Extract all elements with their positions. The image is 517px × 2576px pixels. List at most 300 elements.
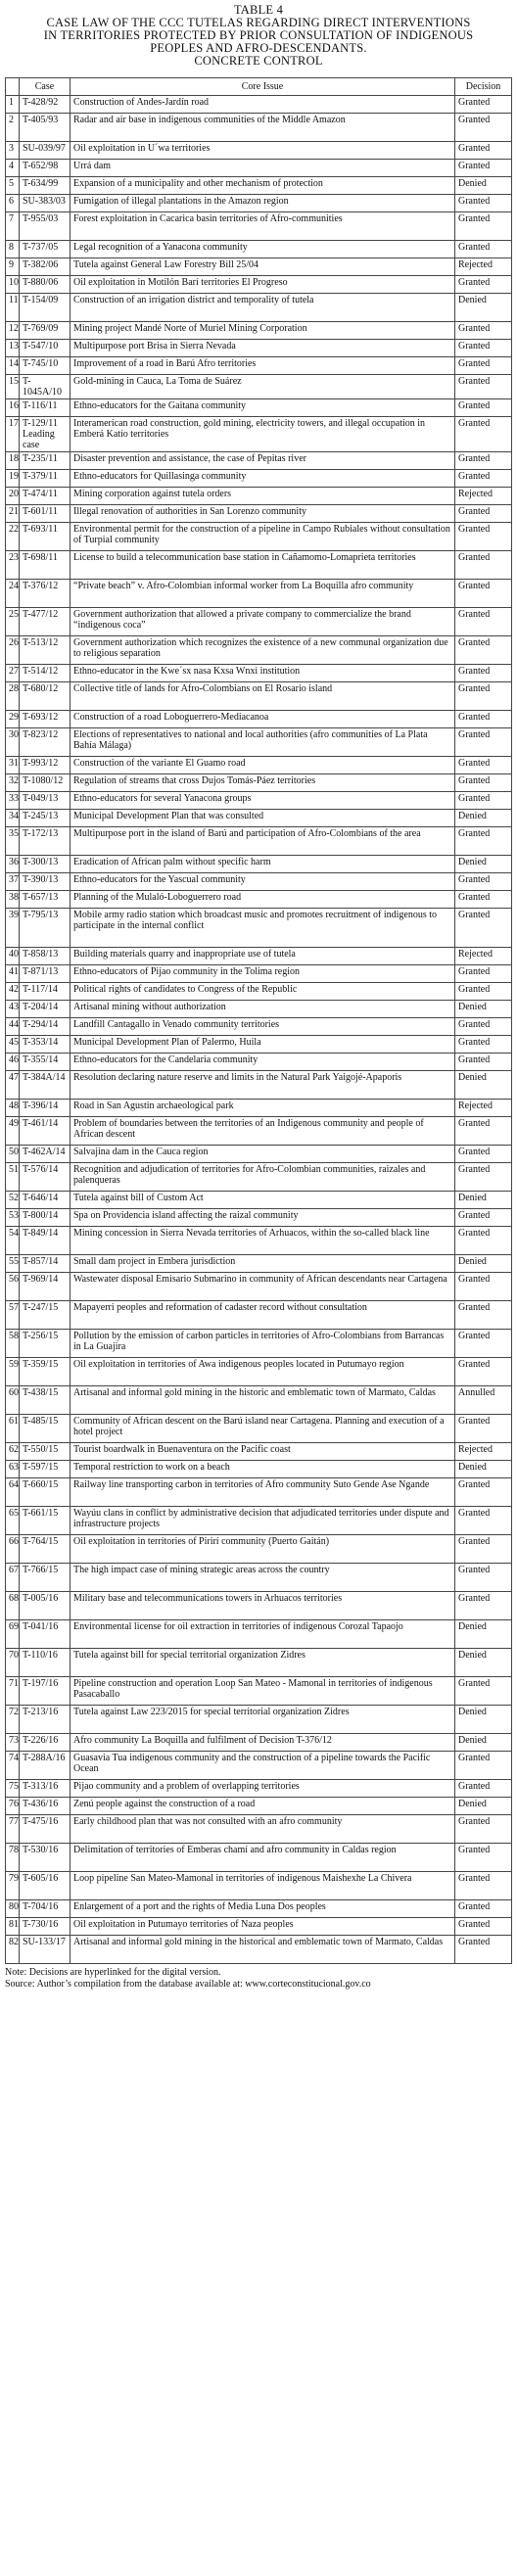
case-number-cell: 64 xyxy=(6,1478,20,1507)
case-number-cell: 82 xyxy=(6,1936,20,1964)
core-issue-cell: Ethno-educators for the Yascual community xyxy=(70,873,455,891)
case-number-cell: 76 xyxy=(6,1798,20,1815)
core-issue-cell: Oil exploitation in Putumayo territories of Naza peoples xyxy=(70,1918,455,1936)
table-row xyxy=(6,948,512,965)
core-issue-cell: Community of African descent on the Barú island near Cartagena. Planning and execution of a hotel project xyxy=(70,1415,455,1443)
case-number-cell: 67 xyxy=(6,1564,20,1592)
core-issue-cell: Municipal Development Plan of Palermo, Huila xyxy=(70,1036,455,1054)
decision-cell[interactable]: Denied xyxy=(455,294,512,322)
table-row xyxy=(6,114,512,142)
table-row xyxy=(6,340,512,357)
decision-cell[interactable]: Granted xyxy=(455,1564,512,1592)
case-number-cell: 34 xyxy=(6,810,20,827)
table-row xyxy=(6,1018,512,1036)
decision-cell[interactable]: Granted xyxy=(455,873,512,891)
case-number-cell: 48 xyxy=(6,1100,20,1117)
decision-cell[interactable]: Granted xyxy=(455,470,512,488)
note-text: Note: Decisions are hyperlinked for the digital version. xyxy=(5,1967,221,1978)
core-issue-cell: Tutela against General Law Forestry Bill 25/04 xyxy=(70,258,455,276)
core-issue-cell: Building materials quarry and inappropriate use of tutela xyxy=(70,948,455,965)
table-row xyxy=(6,1117,512,1146)
case-number-cell: 6 xyxy=(6,195,20,212)
decision-cell[interactable]: Granted xyxy=(455,983,512,1001)
core-issue-cell: Oil exploitation in territories of Awa indigenous peoples located in Putumayo region xyxy=(70,1358,455,1386)
case-number-cell: 13 xyxy=(6,340,20,357)
case-id-cell: T-049/13 xyxy=(20,792,70,810)
decision-cell[interactable]: Granted xyxy=(455,1752,512,1780)
case-number-cell: 10 xyxy=(6,276,20,294)
decision-cell[interactable]: Denied xyxy=(455,1071,512,1100)
decision-cell[interactable]: Granted xyxy=(455,636,512,665)
case-number-cell: 62 xyxy=(6,1443,20,1461)
table-row xyxy=(6,294,512,322)
core-issue-cell: Fumigation of illegal plantations in the Amazon region xyxy=(70,195,455,212)
core-issue-cell: Political rights of candidates to Congress of the Republic xyxy=(70,983,455,1001)
decision-cell[interactable]: Granted xyxy=(455,1227,512,1255)
table-row xyxy=(6,1507,512,1535)
table-row xyxy=(6,1649,512,1677)
core-issue-cell: Tutela against bill for special territorial organization Zidres xyxy=(70,1649,455,1677)
decision-cell[interactable]: Granted xyxy=(455,757,512,774)
case-number-cell: 63 xyxy=(6,1461,20,1478)
decision-cell[interactable]: Granted xyxy=(455,1018,512,1036)
core-issue-cell: Ethno-educators of Pijao community in the Tolima region xyxy=(70,965,455,983)
decision-cell[interactable]: Granted xyxy=(455,1872,512,1900)
core-issue-cell: Disaster prevention and assistance, the case of Pepitas river xyxy=(70,452,455,470)
case-id-cell: T-576/14 xyxy=(20,1163,70,1192)
decision-cell[interactable]: Granted xyxy=(455,452,512,470)
case-id-cell: SU-039/97 xyxy=(20,142,70,160)
decision-cell[interactable]: Granted xyxy=(455,1478,512,1507)
decision-cell[interactable]: Granted xyxy=(455,1358,512,1386)
title-line-2: CASE LAW OF THE CCC TUTELAS REGARDING DIRECT INTERVENTIONS xyxy=(46,16,471,29)
decision-cell[interactable]: Granted xyxy=(455,1900,512,1918)
decision-cell[interactable]: Denied xyxy=(455,1620,512,1649)
case-id-cell: T-154/09 xyxy=(20,294,70,322)
core-issue-cell: The high impact case of mining strategic areas across the country xyxy=(70,1564,455,1592)
case-number-cell: 28 xyxy=(6,682,20,711)
decision-cell[interactable]: Granted xyxy=(455,792,512,810)
case-id-cell: T-769/09 xyxy=(20,322,70,340)
case-number-cell: 23 xyxy=(6,551,20,580)
decision-cell[interactable]: Granted xyxy=(455,375,512,399)
case-id-cell: T-764/15 xyxy=(20,1535,70,1564)
decision-cell[interactable]: Granted xyxy=(455,1844,512,1872)
case-id-cell: T-172/13 xyxy=(20,827,70,856)
case-id-cell: T-657/13 xyxy=(20,891,70,909)
table-row xyxy=(6,1461,512,1478)
case-id-cell: T-737/05 xyxy=(20,241,70,258)
case-number-cell: 58 xyxy=(6,1330,20,1358)
core-issue-cell: Temporal restriction to work on a beach xyxy=(70,1461,455,1478)
source-text: Source: Author’s compilation from the database available at: www.corteconstitucional.gov.co xyxy=(5,1979,371,1990)
decision-cell[interactable]: Granted xyxy=(455,728,512,757)
decision-cell[interactable]: Denied xyxy=(455,1734,512,1752)
table-row xyxy=(6,1780,512,1798)
case-number-cell: 53 xyxy=(6,1209,20,1227)
case-id-cell: T-652/98 xyxy=(20,160,70,177)
core-issue-cell: Environmental license for oil extraction in territories of indigenous Corozal Tapaojo xyxy=(70,1620,455,1649)
core-issue-cell: Government authorization which recognizes the existence of a new communal organization due to religious separation xyxy=(70,636,455,665)
table-row xyxy=(6,1592,512,1620)
case-number-cell: 30 xyxy=(6,728,20,757)
core-issue-cell: Municipal Development Plan that was consulted xyxy=(70,810,455,827)
table-row xyxy=(6,810,512,827)
decision-cell[interactable]: Granted xyxy=(455,1146,512,1163)
title-line-4: PEOPLES AND AFRO-DESCENDANTS. xyxy=(150,41,367,55)
case-number-cell: 22 xyxy=(6,523,20,551)
table-row xyxy=(6,711,512,728)
core-issue-cell: Construction of a road Loboguerrero-Mediacanoa xyxy=(70,711,455,728)
core-issue-cell: Planning of the Mulaló-Loboguerrero road xyxy=(70,891,455,909)
core-issue-cell: Construction of the variante El Guamo road xyxy=(70,757,455,774)
case-id-cell: T-313/16 xyxy=(20,1780,70,1798)
core-issue-cell: Spa on Providencia island affecting the raizal community xyxy=(70,1209,455,1227)
table-notes xyxy=(5,1967,517,1991)
core-issue-cell: Zenú people against the construction of a road xyxy=(70,1798,455,1815)
core-issue-cell: Salvajina dam in the Cauca region xyxy=(70,1146,455,1163)
decision-cell[interactable]: Granted xyxy=(455,1330,512,1358)
decision-cell[interactable]: Granted xyxy=(455,1054,512,1071)
decision-cell[interactable]: Granted xyxy=(455,1677,512,1706)
case-number-cell: 79 xyxy=(6,1872,20,1900)
decision-cell[interactable]: Denied xyxy=(455,1706,512,1734)
table-row xyxy=(6,1677,512,1706)
core-issue-cell: Tutela against bill of Custom Act xyxy=(70,1192,455,1209)
case-id-cell: T-436/16 xyxy=(20,1798,70,1815)
case-id-cell: T-204/14 xyxy=(20,1001,70,1018)
case-id-cell: T-353/14 xyxy=(20,1036,70,1054)
case-id-cell: T-514/12 xyxy=(20,665,70,682)
title-line-3: IN TERRITORIES PROTECTED BY PRIOR CONSULTATION OF INDIGENOUS xyxy=(43,28,474,42)
decision-cell[interactable]: Rejected xyxy=(455,258,512,276)
decision-cell[interactable]: Granted xyxy=(455,357,512,375)
core-issue-cell: Eradication of African palm without specific harm xyxy=(70,856,455,873)
core-issue-cell: Problem of boundaries between the territories of an Indigenous community and people of African descent xyxy=(70,1117,455,1146)
decision-cell[interactable]: Granted xyxy=(455,665,512,682)
decision-cell[interactable]: Granted xyxy=(455,1592,512,1620)
case-id-cell: T-693/11 xyxy=(20,523,70,551)
decision-cell[interactable]: Granted xyxy=(455,322,512,340)
decision-cell[interactable]: Granted xyxy=(455,682,512,711)
case-number-cell: 27 xyxy=(6,665,20,682)
table-row xyxy=(6,1358,512,1386)
case-number-cell: 72 xyxy=(6,1706,20,1734)
case-number-cell: 45 xyxy=(6,1036,20,1054)
core-issue-cell: Multipurpose port in the island of Barú and participation of Afro-Colombians of the area xyxy=(70,827,455,856)
table-row xyxy=(6,523,512,551)
case-id-cell: T-858/13 xyxy=(20,948,70,965)
case-id-cell: T-197/16 xyxy=(20,1677,70,1706)
case-number-cell: 26 xyxy=(6,636,20,665)
table-row xyxy=(6,1301,512,1330)
core-issue-cell: Legal recognition of a Yanacona community xyxy=(70,241,455,258)
table-row xyxy=(6,375,512,399)
table-row xyxy=(6,1734,512,1752)
core-issue-cell: Pijao community and a problem of overlapping territories xyxy=(70,1780,455,1798)
case-number-cell: 20 xyxy=(6,488,20,505)
case-number-cell: 74 xyxy=(6,1752,20,1780)
decision-cell[interactable]: Granted xyxy=(455,1209,512,1227)
case-id-cell: T-376/12 xyxy=(20,580,70,608)
case-id-cell: T-745/10 xyxy=(20,357,70,375)
core-issue-cell: Loop pipeline San Mateo-Mamonal in territories of indigenous Maishexhe La Chivera xyxy=(70,1872,455,1900)
core-issue-cell: Pollution by the emission of carbon particles in territories of Afro-Colombians from Barrancas in La Guajira xyxy=(70,1330,455,1358)
decision-cell[interactable]: Rejected xyxy=(455,1100,512,1117)
table-row xyxy=(6,452,512,470)
decision-cell[interactable]: Denied xyxy=(455,810,512,827)
case-id-cell: T-857/14 xyxy=(20,1255,70,1273)
case-number-cell: 8 xyxy=(6,241,20,258)
decision-cell[interactable]: Granted xyxy=(455,774,512,792)
decision-cell[interactable]: Granted xyxy=(455,1918,512,1936)
case-id-cell: T-477/12 xyxy=(20,608,70,636)
case-number-cell: 51 xyxy=(6,1163,20,1192)
core-issue-cell: Delimitation of territories of Emberas chamí and afro community in Caldas region xyxy=(70,1844,455,1872)
case-id-cell: T-355/14 xyxy=(20,1054,70,1071)
case-number-cell: 33 xyxy=(6,792,20,810)
decision-cell[interactable]: Granted xyxy=(455,160,512,177)
table-row xyxy=(6,1706,512,1734)
table-row xyxy=(6,1054,512,1071)
decision-cell[interactable]: Granted xyxy=(455,551,512,580)
decision-cell[interactable]: Granted xyxy=(455,1415,512,1443)
decision-cell[interactable]: Granted xyxy=(455,1815,512,1844)
decision-cell[interactable]: Denied xyxy=(455,1001,512,1018)
decision-cell[interactable]: Granted xyxy=(455,195,512,212)
case-number-cell: 14 xyxy=(6,357,20,375)
case-id-cell: T-993/12 xyxy=(20,757,70,774)
decision-cell[interactable]: Granted xyxy=(455,580,512,608)
decision-cell[interactable]: Denied xyxy=(455,1461,512,1478)
decision-cell[interactable]: Granted xyxy=(455,711,512,728)
case-id-cell: T-390/13 xyxy=(20,873,70,891)
core-issue-cell: Government authorization that allowed a private company to commercialize the brand “indigenous coca” xyxy=(70,608,455,636)
table-row xyxy=(6,96,512,114)
decision-cell[interactable]: Granted xyxy=(455,212,512,241)
case-id-cell: SU-383/03 xyxy=(20,195,70,212)
decision-cell[interactable]: Denied xyxy=(455,856,512,873)
table-row xyxy=(6,1146,512,1163)
decision-cell[interactable]: Granted xyxy=(455,1163,512,1192)
core-issue-cell: Mining corporation against tutela orders xyxy=(70,488,455,505)
core-issue-cell: Multipurpose port Brisa in Sierra Nevada xyxy=(70,340,455,357)
decision-cell[interactable]: Granted xyxy=(455,1273,512,1301)
decision-cell[interactable]: Granted xyxy=(455,827,512,856)
case-id-cell: T-660/15 xyxy=(20,1478,70,1507)
case-number-cell: 56 xyxy=(6,1273,20,1301)
case-id-cell: T-800/14 xyxy=(20,1209,70,1227)
decision-cell[interactable]: Granted xyxy=(455,523,512,551)
table-row xyxy=(6,983,512,1001)
title-line-5: CONCRETE CONTROL xyxy=(194,54,323,68)
case-number-cell: 32 xyxy=(6,774,20,792)
table-row xyxy=(6,774,512,792)
case-id-cell: T-396/14 xyxy=(20,1100,70,1117)
case-id-cell: T-704/16 xyxy=(20,1900,70,1918)
table-row xyxy=(6,827,512,856)
table-row xyxy=(6,1273,512,1301)
case-id-cell: T-513/12 xyxy=(20,636,70,665)
case-id-cell: T-849/14 xyxy=(20,1227,70,1255)
case-id-cell: T-550/15 xyxy=(20,1443,70,1461)
case-number-cell: 71 xyxy=(6,1677,20,1706)
table-row xyxy=(6,1386,512,1415)
case-number-cell: 21 xyxy=(6,505,20,523)
core-issue-cell: Gold-mining in Cauca, La Toma de Suárez xyxy=(70,375,455,399)
header-core-issue: Core Issue xyxy=(70,78,455,96)
decision-cell[interactable]: Denied xyxy=(455,177,512,195)
core-issue-cell: Environmental permit for the construction of a pipeline in Campo Rubiales without consultation of Turpial community xyxy=(70,523,455,551)
core-issue-cell: Mining concession in Sierra Nevada territories of Arhuacos, within the so-called black line xyxy=(70,1227,455,1255)
case-id-cell: T-605/16 xyxy=(20,1872,70,1900)
core-issue-cell: Wayúu clans in conflict by administrative decision that adjudicated territories under dispute and infrastructure projects xyxy=(70,1507,455,1535)
table-row xyxy=(6,258,512,276)
core-issue-cell: Small dam project in Embera jurisdiction xyxy=(70,1255,455,1273)
decision-cell[interactable]: Granted xyxy=(455,1936,512,1964)
case-number-cell: 7 xyxy=(6,212,20,241)
decision-cell[interactable]: Granted xyxy=(455,909,512,948)
table-row xyxy=(6,856,512,873)
table-row xyxy=(6,757,512,774)
decision-cell[interactable]: Rejected xyxy=(455,948,512,965)
core-issue-cell: Forest exploitation in Cacarica basin territories of Afro-communities xyxy=(70,212,455,241)
case-id-cell: T-462A/14 xyxy=(20,1146,70,1163)
core-issue-cell: Artisanal mining without authorization xyxy=(70,1001,455,1018)
decision-cell[interactable]: Annulled xyxy=(455,1386,512,1415)
case-id-cell: T-041/16 xyxy=(20,1620,70,1649)
table-row xyxy=(6,195,512,212)
case-id-cell: T-438/15 xyxy=(20,1386,70,1415)
case-number-cell: 4 xyxy=(6,160,20,177)
table-row xyxy=(6,665,512,682)
table-row xyxy=(6,1620,512,1649)
decision-cell[interactable]: Denied xyxy=(455,1798,512,1815)
decision-cell[interactable]: Granted xyxy=(455,1780,512,1798)
case-id-cell: T-235/11 xyxy=(20,452,70,470)
core-issue-cell: License to build a telecommunication base station in Cañamomo-Lomaprieta territories xyxy=(70,551,455,580)
case-number-cell: 11 xyxy=(6,294,20,322)
case-number-cell: 61 xyxy=(6,1415,20,1443)
core-issue-cell: Oil exploitation in U´wa territories xyxy=(70,142,455,160)
decision-cell[interactable]: Granted xyxy=(455,276,512,294)
core-issue-cell: Construction of Andes-Jardín road xyxy=(70,96,455,114)
case-id-cell: T-597/15 xyxy=(20,1461,70,1478)
case-number-cell: 5 xyxy=(6,177,20,195)
case-id-cell: T-359/15 xyxy=(20,1358,70,1386)
case-number-cell: 59 xyxy=(6,1358,20,1386)
case-number-cell: 77 xyxy=(6,1815,20,1844)
case-id-cell: T-288A/16 xyxy=(20,1752,70,1780)
table-row xyxy=(6,1535,512,1564)
table-row xyxy=(6,276,512,294)
header-case: Case xyxy=(20,78,70,96)
decision-cell[interactable]: Granted xyxy=(455,340,512,357)
core-issue-cell: Afro community La Boquilla and fulfilment of Decision T-376/12 xyxy=(70,1734,455,1752)
decision-cell[interactable]: Granted xyxy=(455,241,512,258)
decision-cell[interactable]: Granted xyxy=(455,1036,512,1054)
case-id-cell: T-646/14 xyxy=(20,1192,70,1209)
case-id-cell: T-661/15 xyxy=(20,1507,70,1535)
decision-cell[interactable]: Denied xyxy=(455,1649,512,1677)
decision-cell[interactable]: Granted xyxy=(455,142,512,160)
table-row xyxy=(6,1255,512,1273)
decision-cell[interactable]: Granted xyxy=(455,891,512,909)
core-issue-cell: Mobile army radio station which broadcast music and promotes recruitment of indigenous to participate in the internal conflict xyxy=(70,909,455,948)
decision-cell[interactable]: Granted xyxy=(455,1117,512,1146)
table-row xyxy=(6,909,512,948)
decision-cell[interactable]: Granted xyxy=(455,1301,512,1330)
case-id-cell: T-475/16 xyxy=(20,1815,70,1844)
case-id-cell: T-1080/12 xyxy=(20,774,70,792)
case-number-cell: 47 xyxy=(6,1071,20,1100)
case-id-cell: T-766/15 xyxy=(20,1564,70,1592)
case-number-cell: 19 xyxy=(6,470,20,488)
decision-cell[interactable]: Granted xyxy=(455,417,512,452)
case-id-cell: T-110/16 xyxy=(20,1649,70,1677)
table-row xyxy=(6,399,512,417)
core-issue-cell: Oil exploitation in Motilón Barí territories El Progreso xyxy=(70,276,455,294)
case-number-cell: 60 xyxy=(6,1386,20,1415)
decision-cell[interactable]: Granted xyxy=(455,1535,512,1564)
decision-cell[interactable]: Granted xyxy=(455,965,512,983)
core-issue-cell: Ethno-educators for several Yanacona groups xyxy=(70,792,455,810)
case-id-cell: T-247/15 xyxy=(20,1301,70,1330)
table-row xyxy=(6,142,512,160)
table-row xyxy=(6,241,512,258)
case-id-cell: T-384A/14 xyxy=(20,1071,70,1100)
decision-cell[interactable]: Granted xyxy=(455,608,512,636)
case-number-cell: 39 xyxy=(6,909,20,948)
table-row xyxy=(6,1415,512,1443)
table-row xyxy=(6,965,512,983)
table-row xyxy=(6,636,512,665)
core-issue-cell: Military base and telecommunications towers in Arhuacos territories xyxy=(70,1592,455,1620)
decision-cell[interactable]: Rejected xyxy=(455,488,512,505)
core-issue-cell: Interamerican road construction, gold mining, electricity towers, and illegal occupation in Emberá Katío territories xyxy=(70,417,455,452)
decision-cell[interactable]: Granted xyxy=(455,96,512,114)
table-row xyxy=(6,608,512,636)
decision-cell[interactable]: Denied xyxy=(455,1192,512,1209)
header-decision: Decision xyxy=(455,78,512,96)
decision-cell[interactable]: Denied xyxy=(455,1255,512,1273)
table-row xyxy=(6,1227,512,1255)
case-number-cell: 25 xyxy=(6,608,20,636)
case-id-cell: T-698/11 xyxy=(20,551,70,580)
case-number-cell: 44 xyxy=(6,1018,20,1036)
core-issue-cell: Improvement of a road in Barú Afro territories xyxy=(70,357,455,375)
case-number-cell: 15 xyxy=(6,375,20,399)
table-row xyxy=(6,682,512,711)
case-number-cell: 37 xyxy=(6,873,20,891)
core-issue-cell: Early childhood plan that was not consulted with an afro community xyxy=(70,1815,455,1844)
case-id-cell: T-300/13 xyxy=(20,856,70,873)
table-row xyxy=(6,212,512,241)
case-id-cell: T-969/14 xyxy=(20,1273,70,1301)
case-number-cell: 68 xyxy=(6,1592,20,1620)
case-id-cell: T-245/13 xyxy=(20,810,70,827)
case-number-cell: 16 xyxy=(6,399,20,417)
case-id-cell: T-116/11 xyxy=(20,399,70,417)
decision-cell[interactable]: Rejected xyxy=(455,1443,512,1461)
decision-cell[interactable]: Granted xyxy=(455,505,512,523)
core-issue-cell: Recognition and adjudication of territories for Afro-Colombian communities, raizales and palenqueras xyxy=(70,1163,455,1192)
decision-cell[interactable]: Granted xyxy=(455,399,512,417)
decision-cell[interactable]: Granted xyxy=(455,1507,512,1535)
case-id-cell: T-547/10 xyxy=(20,340,70,357)
decision-cell[interactable]: Granted xyxy=(455,114,512,142)
case-id-cell: SU-133/17 xyxy=(20,1936,70,1964)
